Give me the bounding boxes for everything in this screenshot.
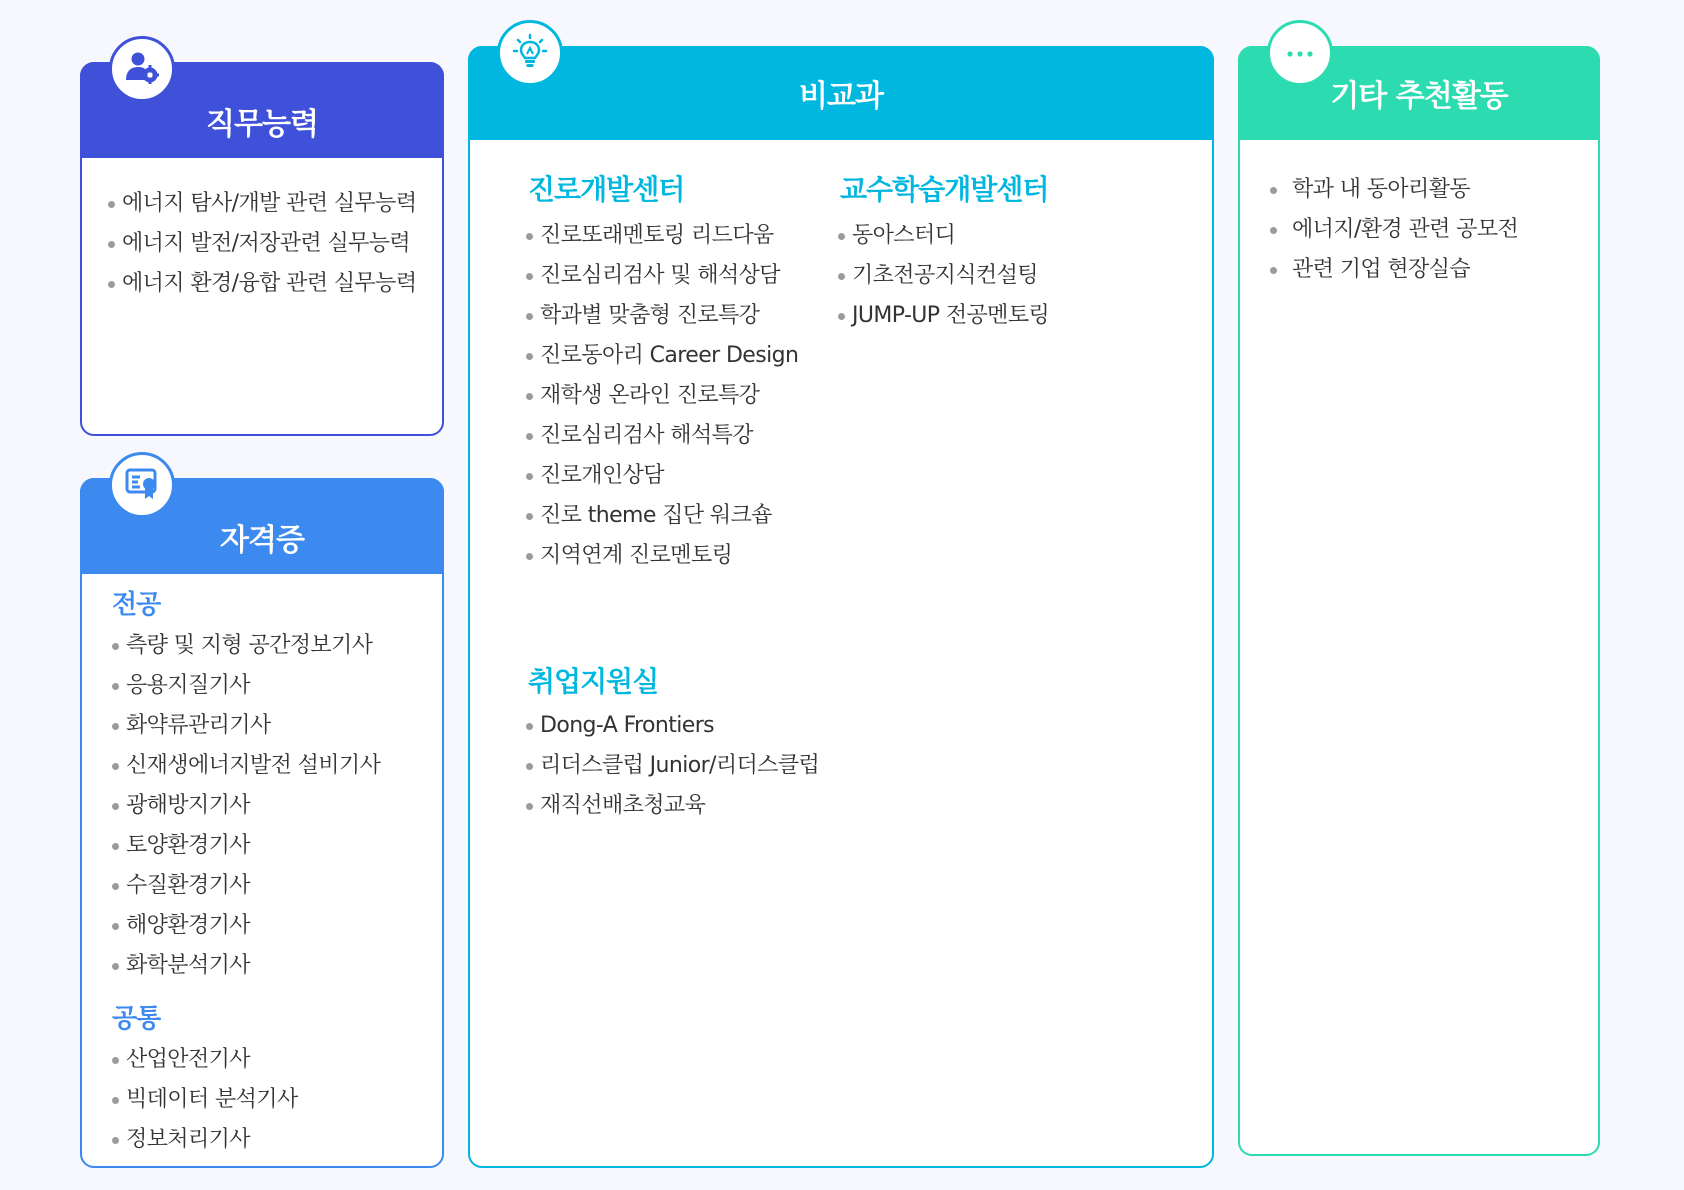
job-skills-title: 직무능력	[206, 107, 318, 142]
list-item: 지역연계 진로멘토링	[526, 536, 798, 576]
list-item: 진로심리검사 및 해석상담	[526, 256, 798, 296]
list-item: 진로동아리 Career Design	[526, 336, 798, 376]
list-item: 에너지/환경 관련 공모전	[1270, 210, 1518, 250]
major-subtitle: 전공	[112, 590, 161, 620]
list-item: 에너지 탐사/개발 관련 실무능력	[108, 184, 416, 224]
extracurricular-card	[468, 46, 1214, 1168]
extracurricular-badge	[497, 20, 563, 86]
list-item: Dong-A Frontiers	[526, 706, 819, 746]
list-item: 응용지질기사	[112, 666, 380, 706]
certificate-icon	[124, 466, 160, 504]
more-dots-icon	[1285, 44, 1315, 63]
list-item: 에너지 발전/저장관련 실무능력	[108, 224, 416, 264]
list-item: 화학분석기사	[112, 946, 380, 986]
list-item: 재직선배초청교육	[526, 786, 819, 826]
other-activities-card	[1238, 46, 1600, 1156]
certificates-badge	[109, 452, 175, 518]
list-item: 학과 내 동아리활동	[1270, 170, 1518, 210]
career-center-list	[526, 216, 798, 576]
teaching-center-subtitle: 교수학습개발센터	[840, 173, 1049, 206]
user-gear-icon	[125, 50, 159, 88]
list-item: 정보처리기사	[112, 1120, 298, 1160]
list-item: 리더스클럽 Junior/리더스클럽	[526, 746, 819, 786]
list-item: 해양환경기사	[112, 906, 380, 946]
list-item: 관련 기업 현장실습	[1270, 250, 1518, 290]
list-item: 기초전공지식컨설팅	[838, 256, 1049, 296]
other-activities-list	[1270, 170, 1518, 290]
job-skills-list	[108, 184, 416, 304]
list-item: 측량 및 지형 공간정보기사	[112, 626, 380, 666]
common-subtitle: 공통	[112, 1004, 161, 1034]
list-item: 진로개인상담	[526, 456, 798, 496]
other-activities-badge	[1267, 20, 1333, 86]
list-item: 진로심리검사 해석특강	[526, 416, 798, 456]
extracurricular-title: 비교과	[799, 79, 883, 114]
job-skills-badge	[109, 36, 175, 102]
list-item: 에너지 환경/융합 관련 실무능력	[108, 264, 416, 304]
major-certificates-list	[112, 626, 380, 986]
job-support-list	[526, 706, 819, 826]
list-item: JUMP-UP 전공멘토링	[838, 296, 1049, 336]
list-item: 산업안전기사	[112, 1040, 298, 1080]
list-item: 진로또래멘토링 리드다움	[526, 216, 798, 256]
list-item: 수질환경기사	[112, 866, 380, 906]
list-item: 재학생 온라인 진로특강	[526, 376, 798, 416]
list-item: 토양환경기사	[112, 826, 380, 866]
list-item: 학과별 맞춤형 진로특강	[526, 296, 798, 336]
extracurricular-header	[468, 46, 1214, 140]
job-support-subtitle: 취업지원실	[528, 665, 659, 698]
list-item: 화약류관리기사	[112, 706, 380, 746]
certificates-card	[80, 478, 444, 1168]
list-item: 동아스터디	[838, 216, 1049, 256]
career-center-subtitle: 진로개발센터	[528, 173, 685, 206]
certificates-title: 자격증	[220, 523, 304, 558]
job-skills-card	[80, 62, 444, 436]
common-certificates-list	[112, 1040, 298, 1160]
lightbulb-icon	[512, 33, 548, 73]
other-activities-title: 기타 추천활동	[1330, 79, 1508, 114]
list-item: 신재생에너지발전 설비기사	[112, 746, 380, 786]
list-item: 빅데이터 분석기사	[112, 1080, 298, 1120]
list-item: 광해방지기사	[112, 786, 380, 826]
list-item: 진로 theme 집단 워크숍	[526, 496, 798, 536]
teaching-center-list	[838, 216, 1049, 336]
